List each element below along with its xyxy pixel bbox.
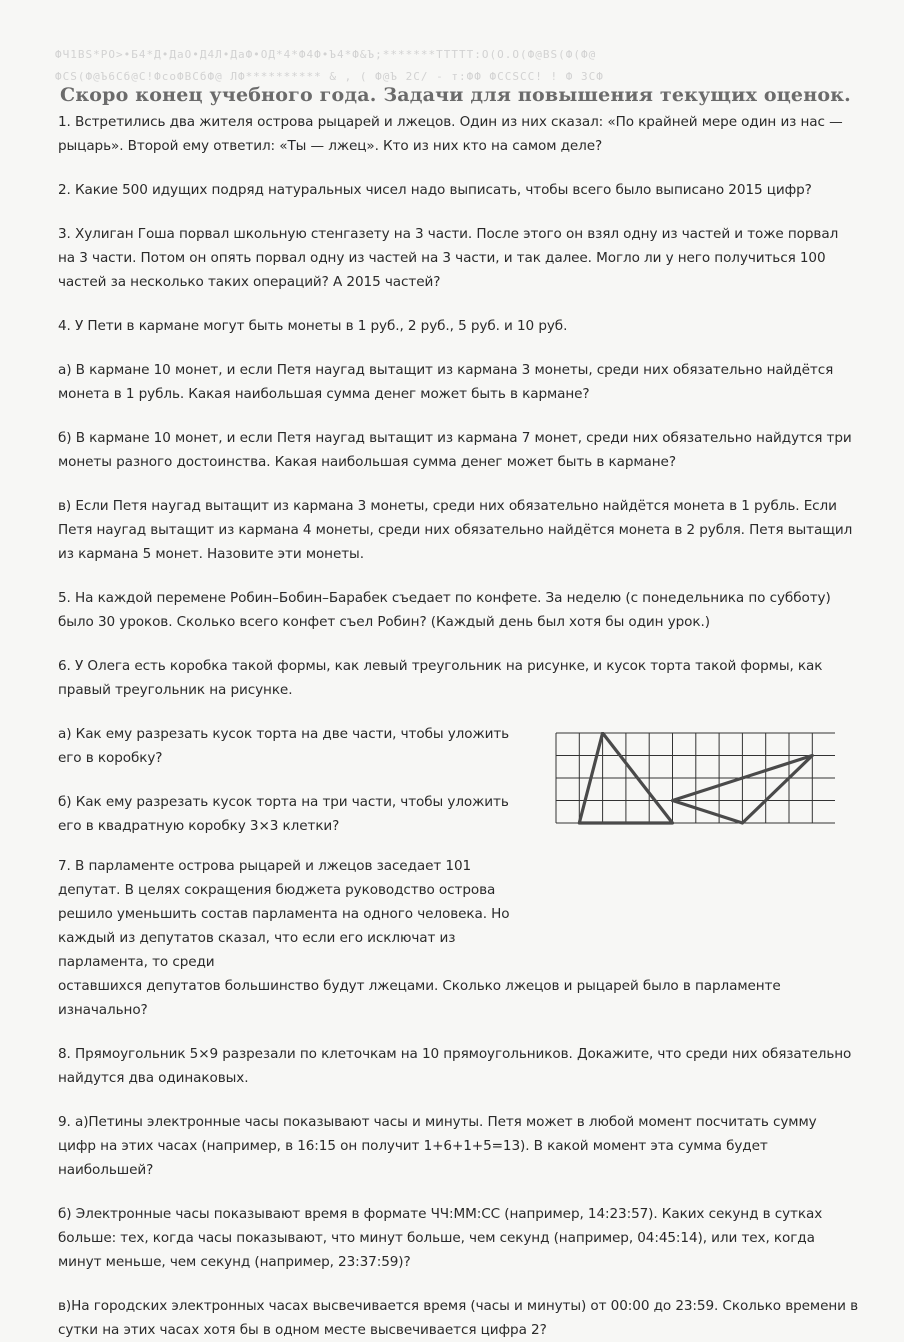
problem-8: 8. Прямоугольник 5×9 разрезали по клеточкам на 10 прямоугольников. Докажите, что среди них обязательно найдутся два одинаковых.: [58, 1046, 852, 1086]
problem-9b: б) Электронные часы показывают время в формате ЧЧ:ММ:СС (например, 14:23:57). Каких секунд в сутках больше: тех, когда часы показывают, что минут больше, чем секунд (например, 04:45:14), или тех, когда минут меньше, чем секунд (например, 23:37:59)?: [58, 1206, 823, 1270]
problem-6a: а) Как ему разрезать кусок торта на две части, чтобы уложить его в коробку?: [58, 726, 510, 766]
bleed-line: ФЧ1ВЅ*РО>•Б4*Д•ДаО•Д4Л•ДаФ•ОД*4*Ф4Ф•Ъ4*Ф&Ъ;*******ТТТТТ:О(О.О(Ф@ВЅ(Ф(Ф@: [55, 48, 597, 61]
problem-7-part1: 7. В парламенте острова рыцарей и лжецов заседает 101 депутат. В целях сокращения бюджета руководство острова решило уменьшить состав парламента на одного человека. Но каждый из депутатов сказал, что если его исключат из парламента, то среди: [58, 858, 510, 970]
worksheet-page: [58, 84, 858, 1342]
problem-4a: а) В кармане 10 монет, и если Петя наугад вытащит из кармана 3 монеты, среди них обязательно найдётся монета в 1 рубль. Какая наибольшая сумма денег может быть в кармане?: [58, 362, 834, 402]
page-title: Скоро конец учебного года. Задачи для повышения текущих оценок.: [60, 84, 851, 106]
problem-4: 4. У Пети в кармане могут быть монеты в 1 руб., 2 руб., 5 руб. и 10 руб.: [58, 318, 568, 334]
problem-5: 5. На каждой перемене Робин–Бобин–Барабек съедает по конфете. За неделю (с понедельника по субботу) было 30 уроков. Сколько всего конфет съел Робин? (Каждый день был хотя бы один урок.): [58, 590, 831, 630]
triangles-figure: [555, 732, 835, 830]
problem-4c: в) Если Петя наугад вытащит из кармана 3 монеты, среди них обязательно найдётся монета в 1 рубль. Если Петя наугад вытащит из кармана 4 монеты, среди них обязательно найдётся монета в 2 рубля. Петя вытащил из кармана 5 монет. Назовите эти монеты.: [58, 498, 853, 562]
problem-7-part2: оставшихся депутатов большинство будут лжецами. Сколько лжецов и рыцарей было в парламенте изначально?: [58, 978, 781, 1018]
problem-6: 6. У Олега есть коробка такой формы, как левый треугольник на рисунке, и кусок торта такой формы, как правый треугольник на рисунке.: [58, 658, 823, 698]
problem-4b: б) В кармане 10 монет, и если Петя наугад вытащит из кармана 7 монет, среди них обязательно найдутся три монеты разного достоинства. Какая наибольшая сумма денег может быть в кармане?: [58, 430, 852, 470]
problem-6b: б) Как ему разрезать кусок торта на три части, чтобы уложить его в квадратную коробку 3×3 клетки?: [58, 794, 509, 834]
problem-3: 3. Хулиган Гоша порвал школьную стенгазету на 3 части. После этого он взял одну из частей и тоже порвал на 3 части. Потом он опять порвал одну из частей на 3 части, и так далее. Могло ли у него получиться 100 частей за несколько таких операций? А 2015 частей?: [58, 226, 839, 290]
bleed-through-text: [55, 44, 865, 88]
problem-1: 1. Встретились два жителя острова рыцарей и лжецов. Один из них сказал: «По крайней мере один из нас — рыцарь». Второй ему ответил: «Ты — лжец». Кто из них кто на самом деле?: [58, 114, 843, 154]
bleed-line: ФСЅ(Ф@Ъ6Сб@С!ФсоФВСбФ@ ЛФ********** & , ( Ф@Ъ 2С/ - т:ФФ ФССЅСС! ! Ф ЗСФ: [55, 70, 604, 83]
grid-figure: [555, 732, 835, 826]
problem-9a: 9. а)Петины электронные часы показывают часы и минуты. Петя может в любой момент посчитать сумму цифр на этих часах (например, в 16:15 он получит 1+6+1+5=13). В какой момент эта сумма будет наибольшей?: [58, 1114, 817, 1178]
problem-9c: в)На городских электронных часах высвечивается время (часы и минуты) от 00:00 до 23:59. Сколько времени в сутки на этих часах хотя бы в одном месте высвечивается цифра 2?: [58, 1298, 858, 1338]
problem-2: 2. Какие 500 идущих подряд натуральных чисел надо выписать, чтобы всего было выписано 2015 цифр?: [58, 182, 812, 198]
